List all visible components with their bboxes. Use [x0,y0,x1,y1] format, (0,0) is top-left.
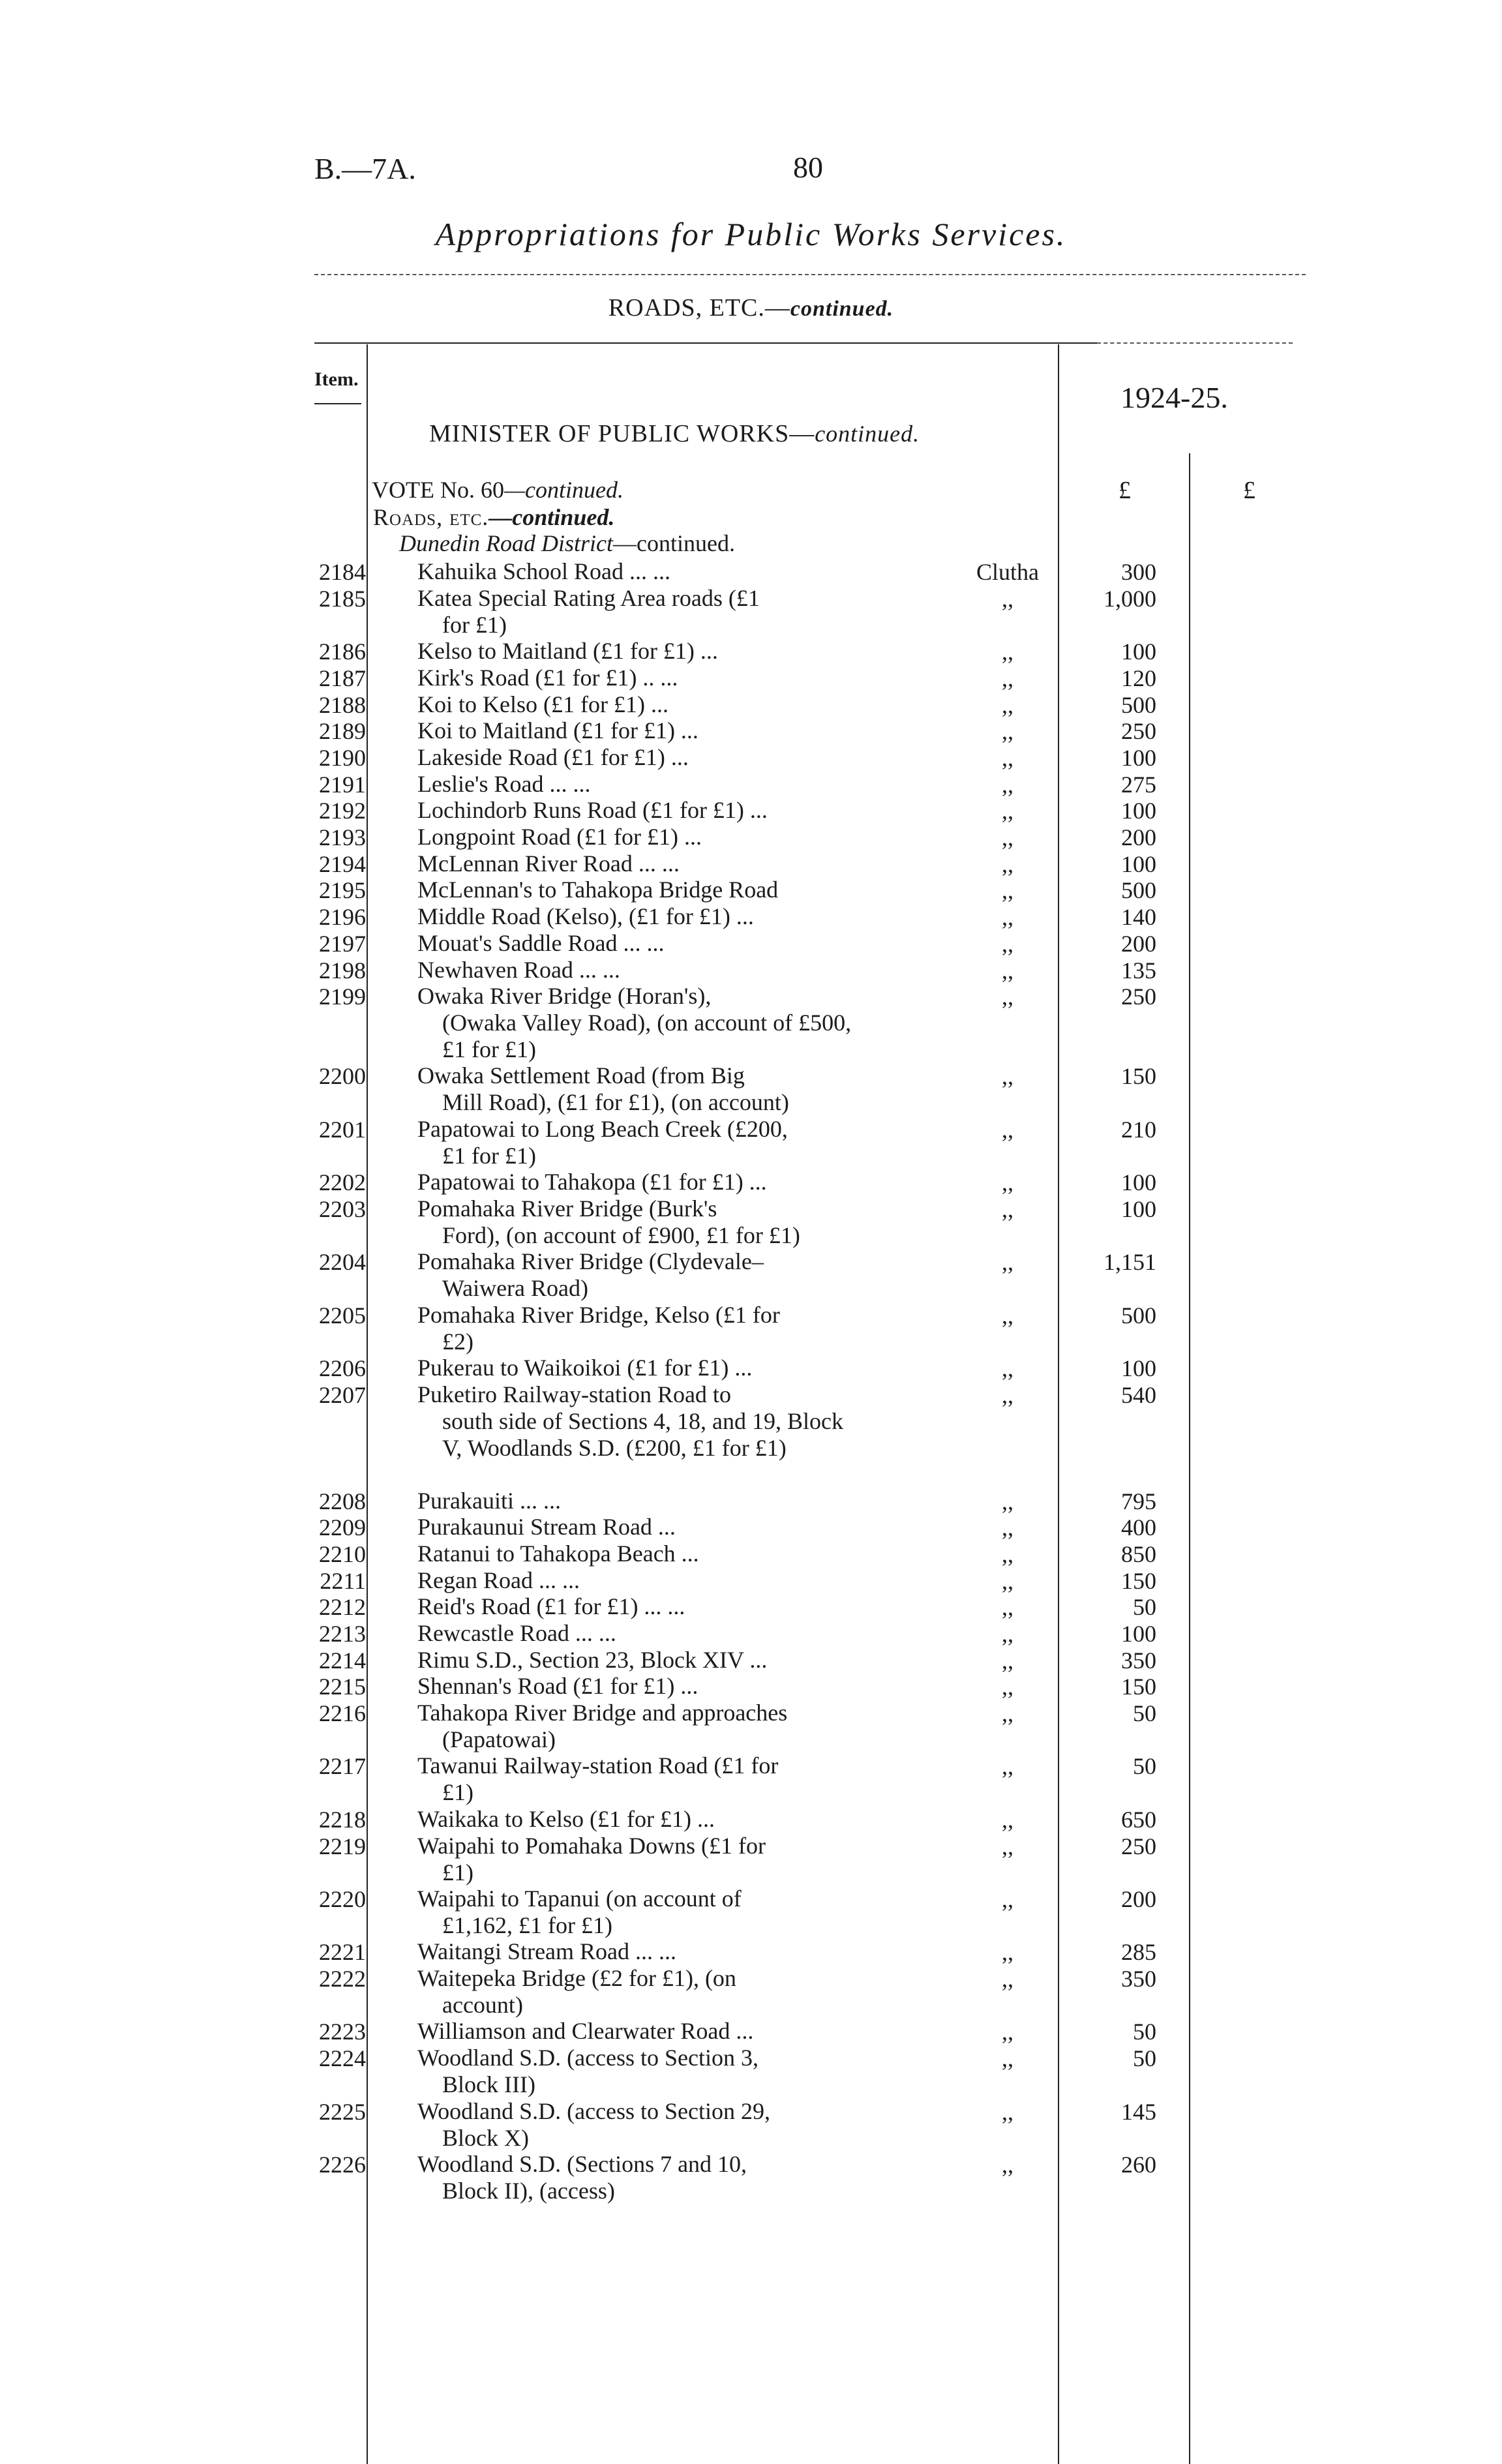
vote-continued: —continued. [503,477,623,503]
electoral-district: ,, [1002,745,1014,771]
description-line: Puketiro Railway-station Road to [417,1381,731,1407]
description-line: Katea Special Rating Area roads (£1 [417,585,760,611]
amount: 50 [1133,1700,1156,1726]
amount: 250 [1121,984,1156,1010]
vote-heading [372,476,623,503]
electoral-district: ,, [1002,931,1014,957]
item-number: 2215 [319,1674,366,1700]
amount-column-divider [1189,453,1190,2464]
item-description [417,1195,861,1249]
item-description [417,1965,861,2019]
amount: 540 [1121,1382,1156,1408]
description-continuation: £1,162, £1 for £1) [442,1912,612,1938]
item-description [417,1833,861,1886]
electoral-district: ,, [1002,1807,1014,1833]
description-line: Ratanui to Tahakopa Beach ... [417,1540,699,1567]
section-name: ROADS, ETC.— [608,294,790,322]
item-description [417,1673,861,1700]
amount: 100 [1121,1355,1156,1381]
description-continuation: Block III) [442,2071,535,2097]
amount: 1,151 [1104,1249,1156,1275]
item-number: 2202 [319,1169,366,1195]
item-column-header: Item. [314,368,359,390]
electoral-district: ,, [1002,984,1014,1010]
item-number: 2217 [319,1753,366,1779]
section-title [0,293,1502,322]
electoral-district: ,, [1002,772,1014,798]
item-number: 2201 [319,1117,366,1143]
item-number: 2192 [319,798,366,824]
item-description [417,1593,861,1620]
description-continuation: Ford), (on account of £900, £1 for £1) [442,1222,800,1248]
title-divider [314,274,1306,275]
description-line: Waipahi to Pomahaka Downs (£1 for [417,1833,766,1859]
electoral-district: ,, [1002,1514,1014,1540]
electoral-district: ,, [1002,957,1014,984]
amount: 275 [1121,772,1156,798]
item-number: 2212 [319,1594,366,1620]
table-top-rule [314,342,1097,344]
item-description [417,771,861,798]
page-number: 80 [793,151,823,184]
description-line: Mouat's Saddle Road ... ... [417,930,665,956]
electoral-district: ,, [1002,1621,1014,1647]
item-description [417,1355,861,1381]
description-continuation: account) [442,1992,523,2018]
item-number: 2218 [319,1807,366,1833]
electoral-district: ,, [1002,1355,1014,1381]
item-number: 2190 [319,745,366,771]
roads-heading [373,503,614,531]
electoral-district: ,, [1002,1833,1014,1859]
description-line: Pukerau to Waikoikoi (£1 for £1) ... [417,1355,753,1381]
item-number: 2198 [319,957,366,984]
description-line: Woodland S.D. (Sections 7 and 10, [417,2151,747,2177]
electoral-district: ,, [1002,851,1014,877]
document-code: B.—7A. [314,152,416,185]
item-number: 2197 [319,931,366,957]
amount: 500 [1121,692,1156,718]
description-continuation: £1) [442,1779,473,1805]
item-description [417,2098,861,2152]
section-continued: continued. [790,297,894,321]
item-number: 2187 [319,665,366,691]
item-description [417,983,861,1063]
electoral-district: ,, [1002,1541,1014,1567]
description-line: Purakauiti ... ... [417,1488,561,1514]
description-continuation: (Papatowai) [442,1726,556,1752]
description-line: Waitangi Stream Road ... ... [417,1938,677,1964]
district-continued: —continued. [612,530,735,556]
item-number: 2226 [319,2152,366,2178]
description-line: Regan Road ... ... [417,1567,580,1593]
item-column-divider [367,344,368,2464]
electoral-district: ,, [1002,639,1014,665]
electoral-district: ,, [1002,1249,1014,1275]
item-number: 2207 [319,1382,366,1408]
item-description [417,1514,861,1540]
item-number: 2204 [319,1249,366,1275]
electoral-district: ,, [1002,798,1014,824]
description-line: Papatowai to Tahakopa (£1 for £1) ... [417,1169,767,1195]
item-number: 2195 [319,877,366,903]
item-description [417,2151,861,2204]
item-description [417,1752,861,1806]
electoral-district: ,, [1002,692,1014,718]
item-number: 2213 [319,1621,366,1647]
item-description [417,930,861,957]
electoral-district: ,, [1002,2019,1014,2045]
electoral-district: ,, [1002,1196,1014,1222]
item-number: 2193 [319,824,366,850]
description-line: McLennan River Road ... ... [417,850,680,877]
amount: 500 [1121,877,1156,903]
electoral-district: ,, [1002,1886,1014,1912]
item-description [417,1062,861,1116]
description-line: McLennan's to Tahakopa Bridge Road [417,877,779,903]
item-description [417,1540,861,1567]
description-line: Owaka River Bridge (Horan's), [417,983,712,1009]
amount: 50 [1133,1753,1156,1779]
item-description [417,957,861,984]
item-description [417,558,861,585]
item-number: 2196 [319,904,366,930]
item-description [417,1248,861,1302]
page-title: Appropriations for Public Works Services. [435,216,1067,252]
amount: 150 [1121,1063,1156,1089]
amount: 300 [1121,559,1156,585]
amount: 285 [1121,1939,1156,1965]
item-description [417,1938,861,1965]
amount: 100 [1121,798,1156,824]
item-description [417,1700,861,1753]
description-line: Leslie's Road ... ... [417,771,591,797]
description-line: Pomahaka River Bridge (Clydevale– [417,1248,764,1274]
description-line: Waikaka to Kelso (£1 for £1) ... [417,1806,715,1832]
amount: 200 [1121,931,1156,957]
item-number: 2189 [319,718,366,744]
description-continuation: south side of Sections 4, 18, and 19, Block V, Woodlands S.D. (£200, £1 for £1) [442,1408,843,1461]
amount: 200 [1121,1886,1156,1912]
description-line: Rimu S.D., Section 23, Block XIV ... [417,1647,768,1673]
item-description [417,824,861,850]
electoral-district: ,, [1002,2152,1014,2178]
item-number: 2186 [319,639,366,665]
item-description [417,691,861,718]
item-number: 2221 [319,1939,366,1965]
item-number: 2210 [319,1541,366,1567]
table-top-rule-dashed [1097,342,1293,344]
description-continuation: £1 for £1) [442,1143,536,1169]
item-number: 2216 [319,1700,366,1726]
amount: 100 [1121,745,1156,771]
vote-number: VOTE No. 60 [372,477,504,503]
district-name: Dunedin Road District [399,530,613,556]
description-line: Papatowai to Long Beach Creek (£200, [417,1116,788,1142]
item-number: 2223 [319,2019,366,2045]
item-number: 2188 [319,692,366,718]
description-line: Kahuika School Road ... ... [417,558,670,584]
item-number: 2200 [319,1063,366,1089]
item-number: 2208 [319,1488,366,1514]
description-line: Middle Road (Kelso), (£1 for £1) ... [417,903,754,929]
amount: 210 [1121,1117,1156,1143]
item-number: 2185 [319,586,366,612]
description-line: Williamson and Clearwater Road ... [417,2018,754,2044]
electoral-district: ,, [1002,718,1014,744]
amount: 1,000 [1104,586,1156,612]
amount: 400 [1121,1514,1156,1540]
amount: 140 [1121,904,1156,930]
electoral-district: ,, [1002,1488,1014,1514]
electoral-district: ,, [1002,1674,1014,1700]
item-description [417,1116,861,1169]
description-line: Waitepeka Bridge (£2 for £1), (on [417,1965,736,1991]
item-number: 2224 [319,2045,366,2071]
electoral-district: ,, [1002,586,1014,612]
description-line: Koi to Maitland (£1 for £1) ... [417,717,698,744]
amount: 850 [1121,1541,1156,1567]
item-description [417,850,861,877]
amount: 150 [1121,1674,1156,1700]
description-continuation: £1) [442,1859,473,1886]
electoral-district: ,, [1002,1647,1014,1674]
district-column-divider [1058,344,1059,2464]
district-heading [399,530,735,557]
amount: 500 [1121,1302,1156,1329]
amount: 795 [1121,1488,1156,1514]
description-line: Owaka Settlement Road (from Big [417,1062,745,1089]
amount: 650 [1121,1807,1156,1833]
item-number: 2225 [319,2099,366,2125]
description-continuation: Mill Road), (£1 for £1), (on account) [442,1089,789,1115]
electoral-district: ,, [1002,1753,1014,1779]
amount: 100 [1121,639,1156,665]
item-description [417,1620,861,1647]
amount: 350 [1121,1647,1156,1674]
item-description [417,2045,861,2098]
electoral-district: ,, [1002,1568,1014,1594]
description-continuation: Waiwera Road) [442,1275,588,1301]
electoral-district: ,, [1002,824,1014,850]
electoral-district: ,, [1002,2099,1014,2125]
description-line: Longpoint Road (£1 for £1) ... [417,824,702,850]
description-continuation: £2) [442,1329,473,1355]
electoral-district: ,, [1002,1382,1014,1408]
roads-label: Roads, etc. [373,504,489,530]
item-header-underline [314,403,361,404]
item-description [417,877,861,903]
description-line: Lakeside Road (£1 for £1) ... [417,744,689,770]
item-description [417,2018,861,2045]
item-description [417,585,861,639]
item-number: 2206 [319,1355,366,1381]
electoral-district: Clutha [976,559,1039,585]
item-number: 2191 [319,772,366,798]
item-description [417,903,861,930]
description-continuation: (Owaka Valley Road), (on account of £500, £1 for £1) [442,1010,852,1062]
item-description [417,1488,861,1514]
amount: 145 [1121,2099,1156,2125]
item-description [417,638,861,665]
item-description [417,665,861,691]
description-line: Shennan's Road (£1 for £1) ... [417,1673,698,1699]
description-line: Rewcastle Road ... ... [417,1620,616,1646]
description-line: Kirk's Road (£1 for £1) .. ... [417,665,678,691]
item-number: 2220 [319,1886,366,1912]
item-description [417,1886,861,1939]
amount: 200 [1121,824,1156,850]
amount: 50 [1133,2045,1156,2071]
description-line: Woodland S.D. (access to Section 29, [417,2098,771,2124]
description-line: Lochindorb Runs Road (£1 for £1) ... [417,797,768,823]
description-line: Reid's Road (£1 for £1) ... ... [417,1593,685,1619]
electoral-district: ,, [1002,1169,1014,1195]
ministry-name: MINISTER OF PUBLIC WORKS— [429,420,815,447]
amount: 120 [1121,665,1156,691]
item-number: 2203 [319,1196,366,1222]
amount: 250 [1121,718,1156,744]
amount: 250 [1121,1833,1156,1859]
amount: 100 [1121,851,1156,877]
amount: 150 [1121,1568,1156,1594]
electoral-district: ,, [1002,1594,1014,1620]
description-line: Pomahaka River Bridge, Kelso (£1 for [417,1302,780,1328]
item-number: 2222 [319,1966,366,1992]
amount: 100 [1121,1169,1156,1195]
description-line: Newhaven Road ... ... [417,957,620,983]
item-number: 2194 [319,851,366,877]
electoral-district: ,, [1002,2045,1014,2071]
item-description [417,1302,861,1355]
roads-continued: —continued. [488,504,615,530]
amount: 50 [1133,1594,1156,1620]
item-description [417,744,861,771]
electoral-district: ,, [1002,1117,1014,1143]
item-description [417,1381,861,1462]
electoral-district: ,, [1002,1700,1014,1726]
electoral-district: ,, [1002,877,1014,903]
electoral-district: ,, [1002,904,1014,930]
ministry-heading [429,419,920,448]
item-description [417,1567,861,1594]
description-continuation: for £1) [442,612,507,638]
currency-symbol-column-2: £ [1243,477,1255,504]
description-line: Waipahi to Tapanui (on account of [417,1886,742,1912]
electoral-district: ,, [1002,665,1014,691]
item-description [417,1647,861,1674]
description-line: Woodland S.D. (access to Section 3, [417,2045,759,2071]
electoral-district: ,, [1002,1939,1014,1965]
item-number: 2219 [319,1833,366,1859]
item-number: 2199 [319,984,366,1010]
currency-symbol-column-1: £ [1119,477,1131,504]
item-description [417,1169,861,1195]
item-description [417,797,861,824]
amount: 100 [1121,1196,1156,1222]
electoral-district: ,, [1002,1966,1014,1992]
item-number: 2184 [319,559,366,585]
item-number: 2211 [320,1568,366,1594]
description-continuation: Block X) [442,2125,529,2151]
item-number: 2205 [319,1302,366,1329]
item-description [417,717,861,744]
amount: 100 [1121,1621,1156,1647]
description-line: Kelso to Maitland (£1 for £1) ... [417,638,718,664]
description-line: Tawanui Railway-station Road (£1 for [417,1752,779,1779]
electoral-district: ,, [1002,1302,1014,1329]
item-number: 2209 [319,1514,366,1540]
amount: 260 [1121,2152,1156,2178]
amount: 50 [1133,2019,1156,2045]
amount: 350 [1121,1966,1156,1992]
description-line: Purakaunui Stream Road ... [417,1514,676,1540]
description-line: Koi to Kelso (£1 for £1) ... [417,691,668,717]
description-continuation: Block II), (access) [442,2178,615,2204]
year-header: 1924-25. [1120,381,1228,414]
amount: 135 [1121,957,1156,984]
description-line: Pomahaka River Bridge (Burk's [417,1195,717,1222]
ministry-continued: continued. [815,421,920,447]
description-line: Tahakopa River Bridge and approaches [417,1700,788,1726]
item-description [417,1806,861,1833]
item-number: 2214 [319,1647,366,1674]
electoral-district: ,, [1002,1063,1014,1089]
